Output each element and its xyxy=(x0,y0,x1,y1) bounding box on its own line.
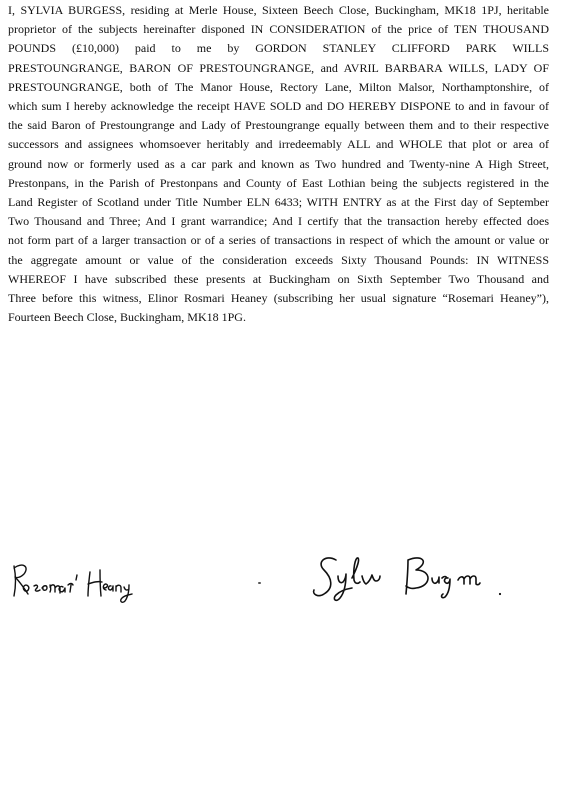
text-line: I, SYLVIA BURGESS, residing at Merle House, Sixteen Beech Close, Buckingham, MK18 1PJ, heritable xyxy=(8,3,549,17)
text-line: Two Thousand and Three; And I grant warrandice; And I certify that the transaction hereby effected does xyxy=(8,214,549,229)
witness-signature xyxy=(8,556,148,616)
text-line: Three before this witness, Elinor Rosmari Heaney (subscribing her usual signature “Rosemari Heaney”), xyxy=(8,291,549,306)
text-line: PRESTOUNGRANGE, both of The Manor House, Rectory Lane, Milton Malsor, Northamptonshire, of xyxy=(8,79,549,94)
stray-mark xyxy=(258,582,261,584)
disposition-text xyxy=(8,1,549,327)
granter-signature xyxy=(312,548,522,618)
text-line: which sum I hereby acknowledge the receipt HAVE SOLD and DO HEREBY DISPONE to and in favour of xyxy=(8,99,549,114)
text-line: Fourteen Beech Close, Buckingham, MK18 1PG. xyxy=(8,310,246,325)
text-line: Prestonpans, in the Parish of Prestonpans and County of East Lothian being the subjects registered in the xyxy=(8,175,549,190)
text-line: successors and assignees whomsoever heritably and irredeemably ALL and WHOLE that plot or area of xyxy=(8,137,549,152)
text-line: the said Baron of Prestoungrange and Lady of Prestoungrange equally between them and to their respective xyxy=(8,118,549,133)
witness-signature-drawing xyxy=(8,556,148,616)
text-line: the aggregate amount or value of the consideration exceeds Sixty Thousand Pounds: IN WITNESS xyxy=(8,252,549,267)
text-line: PRESTOUNGRANGE, BARON OF PRESTOUNGRANGE, and AVRIL BARBARA WILLS, LADY OF xyxy=(8,60,549,75)
text-line: Land Register of Scotland under Title Number ELN 6433; WITH ENTRY as at the First day of September xyxy=(8,195,549,210)
text-line: WHEREOF I have subscribed these presents at Buckingham on Sixth September Two Thousand and xyxy=(8,271,549,286)
text-line: POUNDS (£10,000) paid to me by GORDON STANLEY CLIFFORD PARK WILLS xyxy=(8,41,549,56)
text-line: ground now or formerly used as a car park and known as Two hundred and Twenty-nine A High Street, xyxy=(8,156,549,171)
granter-signature-drawing xyxy=(312,548,522,618)
signature-period xyxy=(499,593,501,595)
text-line: not form part of a larger transaction or of a series of transactions in respect of which the amount or value or xyxy=(8,233,549,248)
text-line: proprietor of the subjects hereinafter disponed IN CONSIDERATION of the price of TEN THOUSAND xyxy=(8,22,549,37)
